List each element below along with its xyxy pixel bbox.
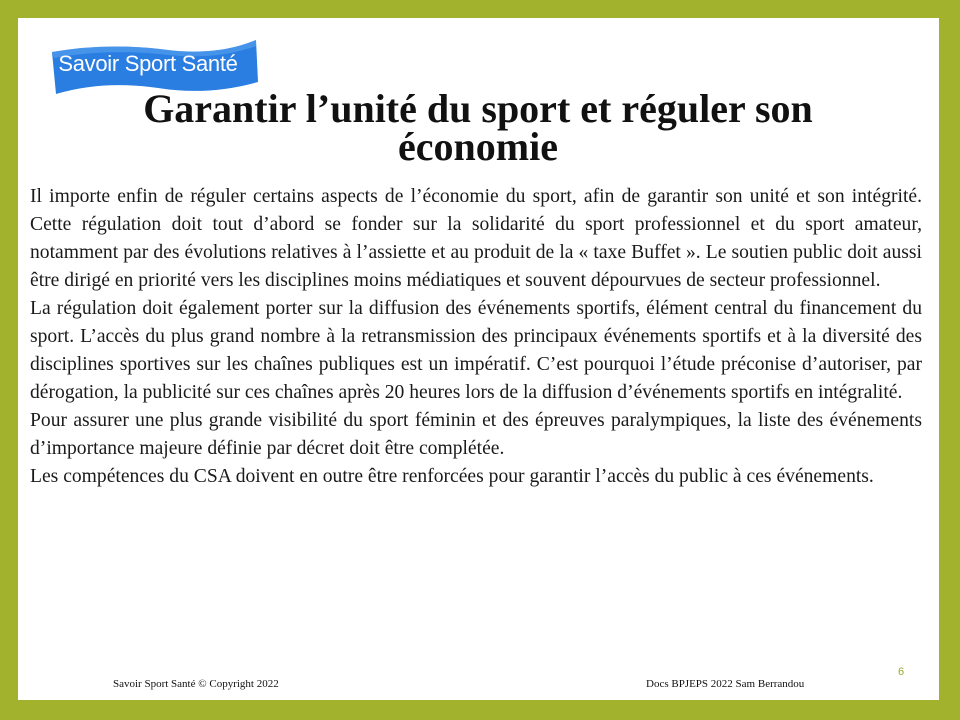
paragraph-2: La régulation doit également porter sur la diffusion des événements sportifs, élément central du financement du sport. L’accès du plus grand nombre à la retransmission des principaux événements sportifs et à la diversité des disciplines sportives sur les chaînes publiques est un impératif. C’est pourquoi l’étude préconise d’autoriser, par dérogation, la publicité sur ces chaînes après 20 heures lors de la diffusion d’événements sportifs en intégralité. (30, 298, 922, 403)
footer-author: Docs BPJEPS 2022 Sam Berrandou (646, 678, 805, 690)
paragraph-1: Il importe enfin de réguler certains aspects de l’économie du sport, afin de garantir son unité et son intégrité. Cette régulation doit tout d’abord se fonder sur la solidarité du sport professionnel et du sport amateur, notamment par des évolutions relatives à l’assiette et au produit de la « taxe Buffet ». Le soutien public doit aussi être dirigé en priorité vers les disciplines moins médiatiques et souvent dépourvues de secteur professionnel. (30, 186, 922, 291)
body-text (30, 183, 922, 491)
paragraph-4: Les compétences du CSA doivent en outre être renforcées pour garantir l’accès du public à ces événements. (30, 466, 874, 487)
slide (18, 18, 939, 700)
logo-text: Savoir Sport Santé (58, 51, 238, 76)
page-number: 6 (898, 666, 905, 678)
footer-copyright: Savoir Sport Santé © Copyright 2022 (113, 678, 279, 690)
paragraph-3: Pour assurer une plus grande visibilité du sport féminin et des épreuves paralympiques, la liste des événements d’importance majeure définie par décret doit être complétée. (30, 410, 922, 459)
page-title: Garantir l’unité du sport et réguler son économie (143, 86, 813, 169)
